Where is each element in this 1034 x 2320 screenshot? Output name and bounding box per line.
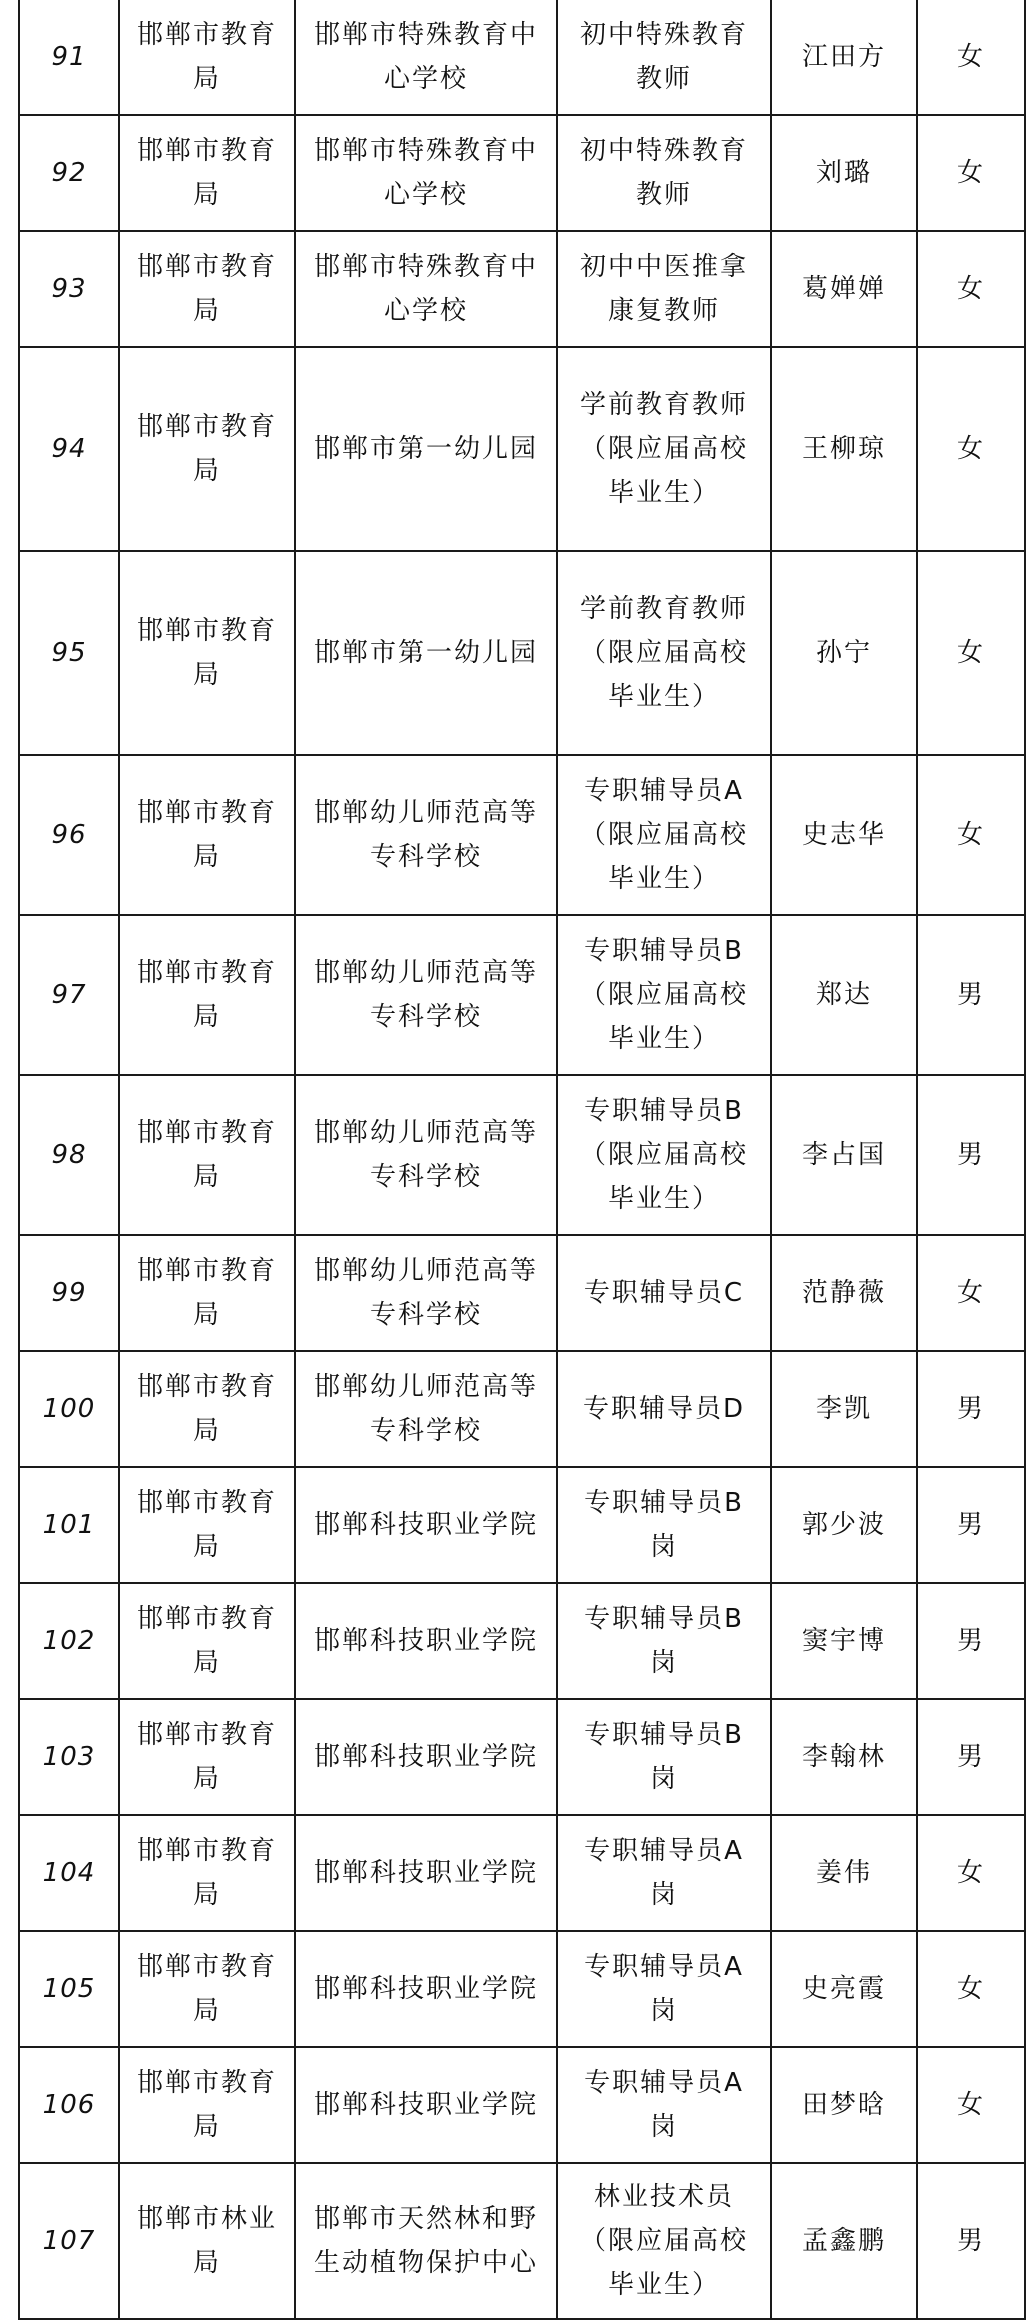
gender-cell: 女 <box>917 347 1025 551</box>
person-name-cell: 范静薇 <box>771 1235 917 1351</box>
row-number: 106 <box>19 2047 119 2163</box>
employer-unit-cell: 邯郸科技职业学院 <box>295 1583 557 1699</box>
department-cell: 邯郸市教育局 <box>119 1931 295 2047</box>
employer-unit-cell: 邯郸幼儿师范高等专科学校 <box>295 915 557 1075</box>
position-cell: 专职辅导员C <box>557 1235 771 1351</box>
person-name-cell: 王柳琼 <box>771 347 917 551</box>
person-name-cell: 孟鑫鹏 <box>771 2163 917 2319</box>
row-number: 93 <box>19 231 119 347</box>
employer-unit-cell: 邯郸科技职业学院 <box>295 1815 557 1931</box>
department-cell: 邯郸市教育局 <box>119 347 295 551</box>
row-number: 97 <box>19 915 119 1075</box>
position-cell: 学前教育教师（限应届高校毕业生） <box>557 551 771 755</box>
position-cell: 初中特殊教育教师 <box>557 0 771 115</box>
gender-cell: 女 <box>917 1235 1025 1351</box>
gender-cell: 男 <box>917 1699 1025 1815</box>
row-number: 100 <box>19 1351 119 1467</box>
gender-cell: 男 <box>917 915 1025 1075</box>
person-name-cell: 郭少波 <box>771 1467 917 1583</box>
table-row <box>19 1351 1025 1467</box>
row-number: 103 <box>19 1699 119 1815</box>
row-number: 101 <box>19 1467 119 1583</box>
gender-cell: 男 <box>917 1467 1025 1583</box>
department-cell: 邯郸市教育局 <box>119 1235 295 1351</box>
table-row <box>19 1699 1025 1815</box>
gender-cell: 男 <box>917 2163 1025 2319</box>
table-row <box>19 1075 1025 1235</box>
person-name-cell: 田梦晗 <box>771 2047 917 2163</box>
position-cell: 专职辅导员B（限应届高校毕业生） <box>557 1075 771 1235</box>
table-row <box>19 115 1025 231</box>
department-cell: 邯郸市教育局 <box>119 231 295 347</box>
gender-cell: 女 <box>917 0 1025 115</box>
table-row <box>19 2163 1025 2319</box>
employer-unit-cell: 邯郸市特殊教育中心学校 <box>295 231 557 347</box>
department-cell: 邯郸市教育局 <box>119 551 295 755</box>
position-cell: 学前教育教师（限应届高校毕业生） <box>557 347 771 551</box>
gender-cell: 男 <box>917 1351 1025 1467</box>
employer-unit-cell: 邯郸科技职业学院 <box>295 2047 557 2163</box>
department-cell: 邯郸市教育局 <box>119 2047 295 2163</box>
row-number: 98 <box>19 1075 119 1235</box>
gender-cell: 女 <box>917 1931 1025 2047</box>
person-name-cell: 刘璐 <box>771 115 917 231</box>
person-name-cell: 葛婵婵 <box>771 231 917 347</box>
position-cell: 专职辅导员A岗 <box>557 2047 771 2163</box>
position-cell: 专职辅导员A岗 <box>557 1931 771 2047</box>
employer-unit-cell: 邯郸幼儿师范高等专科学校 <box>295 1235 557 1351</box>
department-cell: 邯郸市教育局 <box>119 755 295 915</box>
row-number: 94 <box>19 347 119 551</box>
employer-unit-cell: 邯郸市第一幼儿园 <box>295 347 557 551</box>
department-cell: 邯郸市教育局 <box>119 1467 295 1583</box>
gender-cell: 女 <box>917 551 1025 755</box>
department-cell: 邯郸市教育局 <box>119 1815 295 1931</box>
person-name-cell: 李凯 <box>771 1351 917 1467</box>
person-name-cell: 姜伟 <box>771 1815 917 1931</box>
row-number: 104 <box>19 1815 119 1931</box>
table-body <box>19 0 1025 2319</box>
employer-unit-cell: 邯郸幼儿师范高等专科学校 <box>295 1075 557 1235</box>
row-number: 105 <box>19 1931 119 2047</box>
department-cell: 邯郸市教育局 <box>119 1351 295 1467</box>
gender-cell: 女 <box>917 231 1025 347</box>
department-cell: 邯郸市教育局 <box>119 1583 295 1699</box>
table-row <box>19 1235 1025 1351</box>
row-number: 99 <box>19 1235 119 1351</box>
gender-cell: 女 <box>917 115 1025 231</box>
table-row <box>19 347 1025 551</box>
table-row <box>19 915 1025 1075</box>
table-row <box>19 1467 1025 1583</box>
person-name-cell: 郑达 <box>771 915 917 1075</box>
department-cell: 邯郸市林业局 <box>119 2163 295 2319</box>
table-row <box>19 1931 1025 2047</box>
department-cell: 邯郸市教育局 <box>119 915 295 1075</box>
employer-unit-cell: 邯郸市天然林和野生动植物保护中心 <box>295 2163 557 2319</box>
position-cell: 初中特殊教育教师 <box>557 115 771 231</box>
row-number: 91 <box>19 0 119 115</box>
gender-cell: 男 <box>917 1075 1025 1235</box>
table-row <box>19 1583 1025 1699</box>
table-row <box>19 2047 1025 2163</box>
position-cell: 专职辅导员D <box>557 1351 771 1467</box>
employer-unit-cell: 邯郸市特殊教育中心学校 <box>295 115 557 231</box>
position-cell: 专职辅导员B岗 <box>557 1583 771 1699</box>
position-cell: 专职辅导员B岗 <box>557 1467 771 1583</box>
gender-cell: 女 <box>917 2047 1025 2163</box>
gender-cell: 女 <box>917 755 1025 915</box>
person-name-cell: 李占国 <box>771 1075 917 1235</box>
position-cell: 初中中医推拿康复教师 <box>557 231 771 347</box>
employer-unit-cell: 邯郸市特殊教育中心学校 <box>295 0 557 115</box>
person-name-cell: 江田方 <box>771 0 917 115</box>
table-row <box>19 0 1025 115</box>
personnel-table <box>18 0 1026 2320</box>
person-name-cell: 李翰林 <box>771 1699 917 1815</box>
position-cell: 专职辅导员B岗 <box>557 1699 771 1815</box>
person-name-cell: 窦宇博 <box>771 1583 917 1699</box>
employer-unit-cell: 邯郸科技职业学院 <box>295 1467 557 1583</box>
employer-unit-cell: 邯郸幼儿师范高等专科学校 <box>295 755 557 915</box>
employer-unit-cell: 邯郸市第一幼儿园 <box>295 551 557 755</box>
row-number: 92 <box>19 115 119 231</box>
gender-cell: 男 <box>917 1583 1025 1699</box>
employer-unit-cell: 邯郸幼儿师范高等专科学校 <box>295 1351 557 1467</box>
position-cell: 专职辅导员A岗 <box>557 1815 771 1931</box>
position-cell: 专职辅导员A（限应届高校毕业生） <box>557 755 771 915</box>
row-number: 96 <box>19 755 119 915</box>
person-name-cell: 史亮霞 <box>771 1931 917 2047</box>
position-cell: 林业技术员（限应届高校毕业生） <box>557 2163 771 2319</box>
department-cell: 邯郸市教育局 <box>119 1699 295 1815</box>
department-cell: 邯郸市教育局 <box>119 1075 295 1235</box>
department-cell: 邯郸市教育局 <box>119 115 295 231</box>
gender-cell: 女 <box>917 1815 1025 1931</box>
table-row <box>19 551 1025 755</box>
row-number: 107 <box>19 2163 119 2319</box>
employer-unit-cell: 邯郸科技职业学院 <box>295 1931 557 2047</box>
row-number: 95 <box>19 551 119 755</box>
person-name-cell: 孙宁 <box>771 551 917 755</box>
table-row <box>19 231 1025 347</box>
position-cell: 专职辅导员B（限应届高校毕业生） <box>557 915 771 1075</box>
table-row <box>19 1815 1025 1931</box>
person-name-cell: 史志华 <box>771 755 917 915</box>
employer-unit-cell: 邯郸科技职业学院 <box>295 1699 557 1815</box>
department-cell: 邯郸市教育局 <box>119 0 295 115</box>
row-number: 102 <box>19 1583 119 1699</box>
table-row <box>19 755 1025 915</box>
